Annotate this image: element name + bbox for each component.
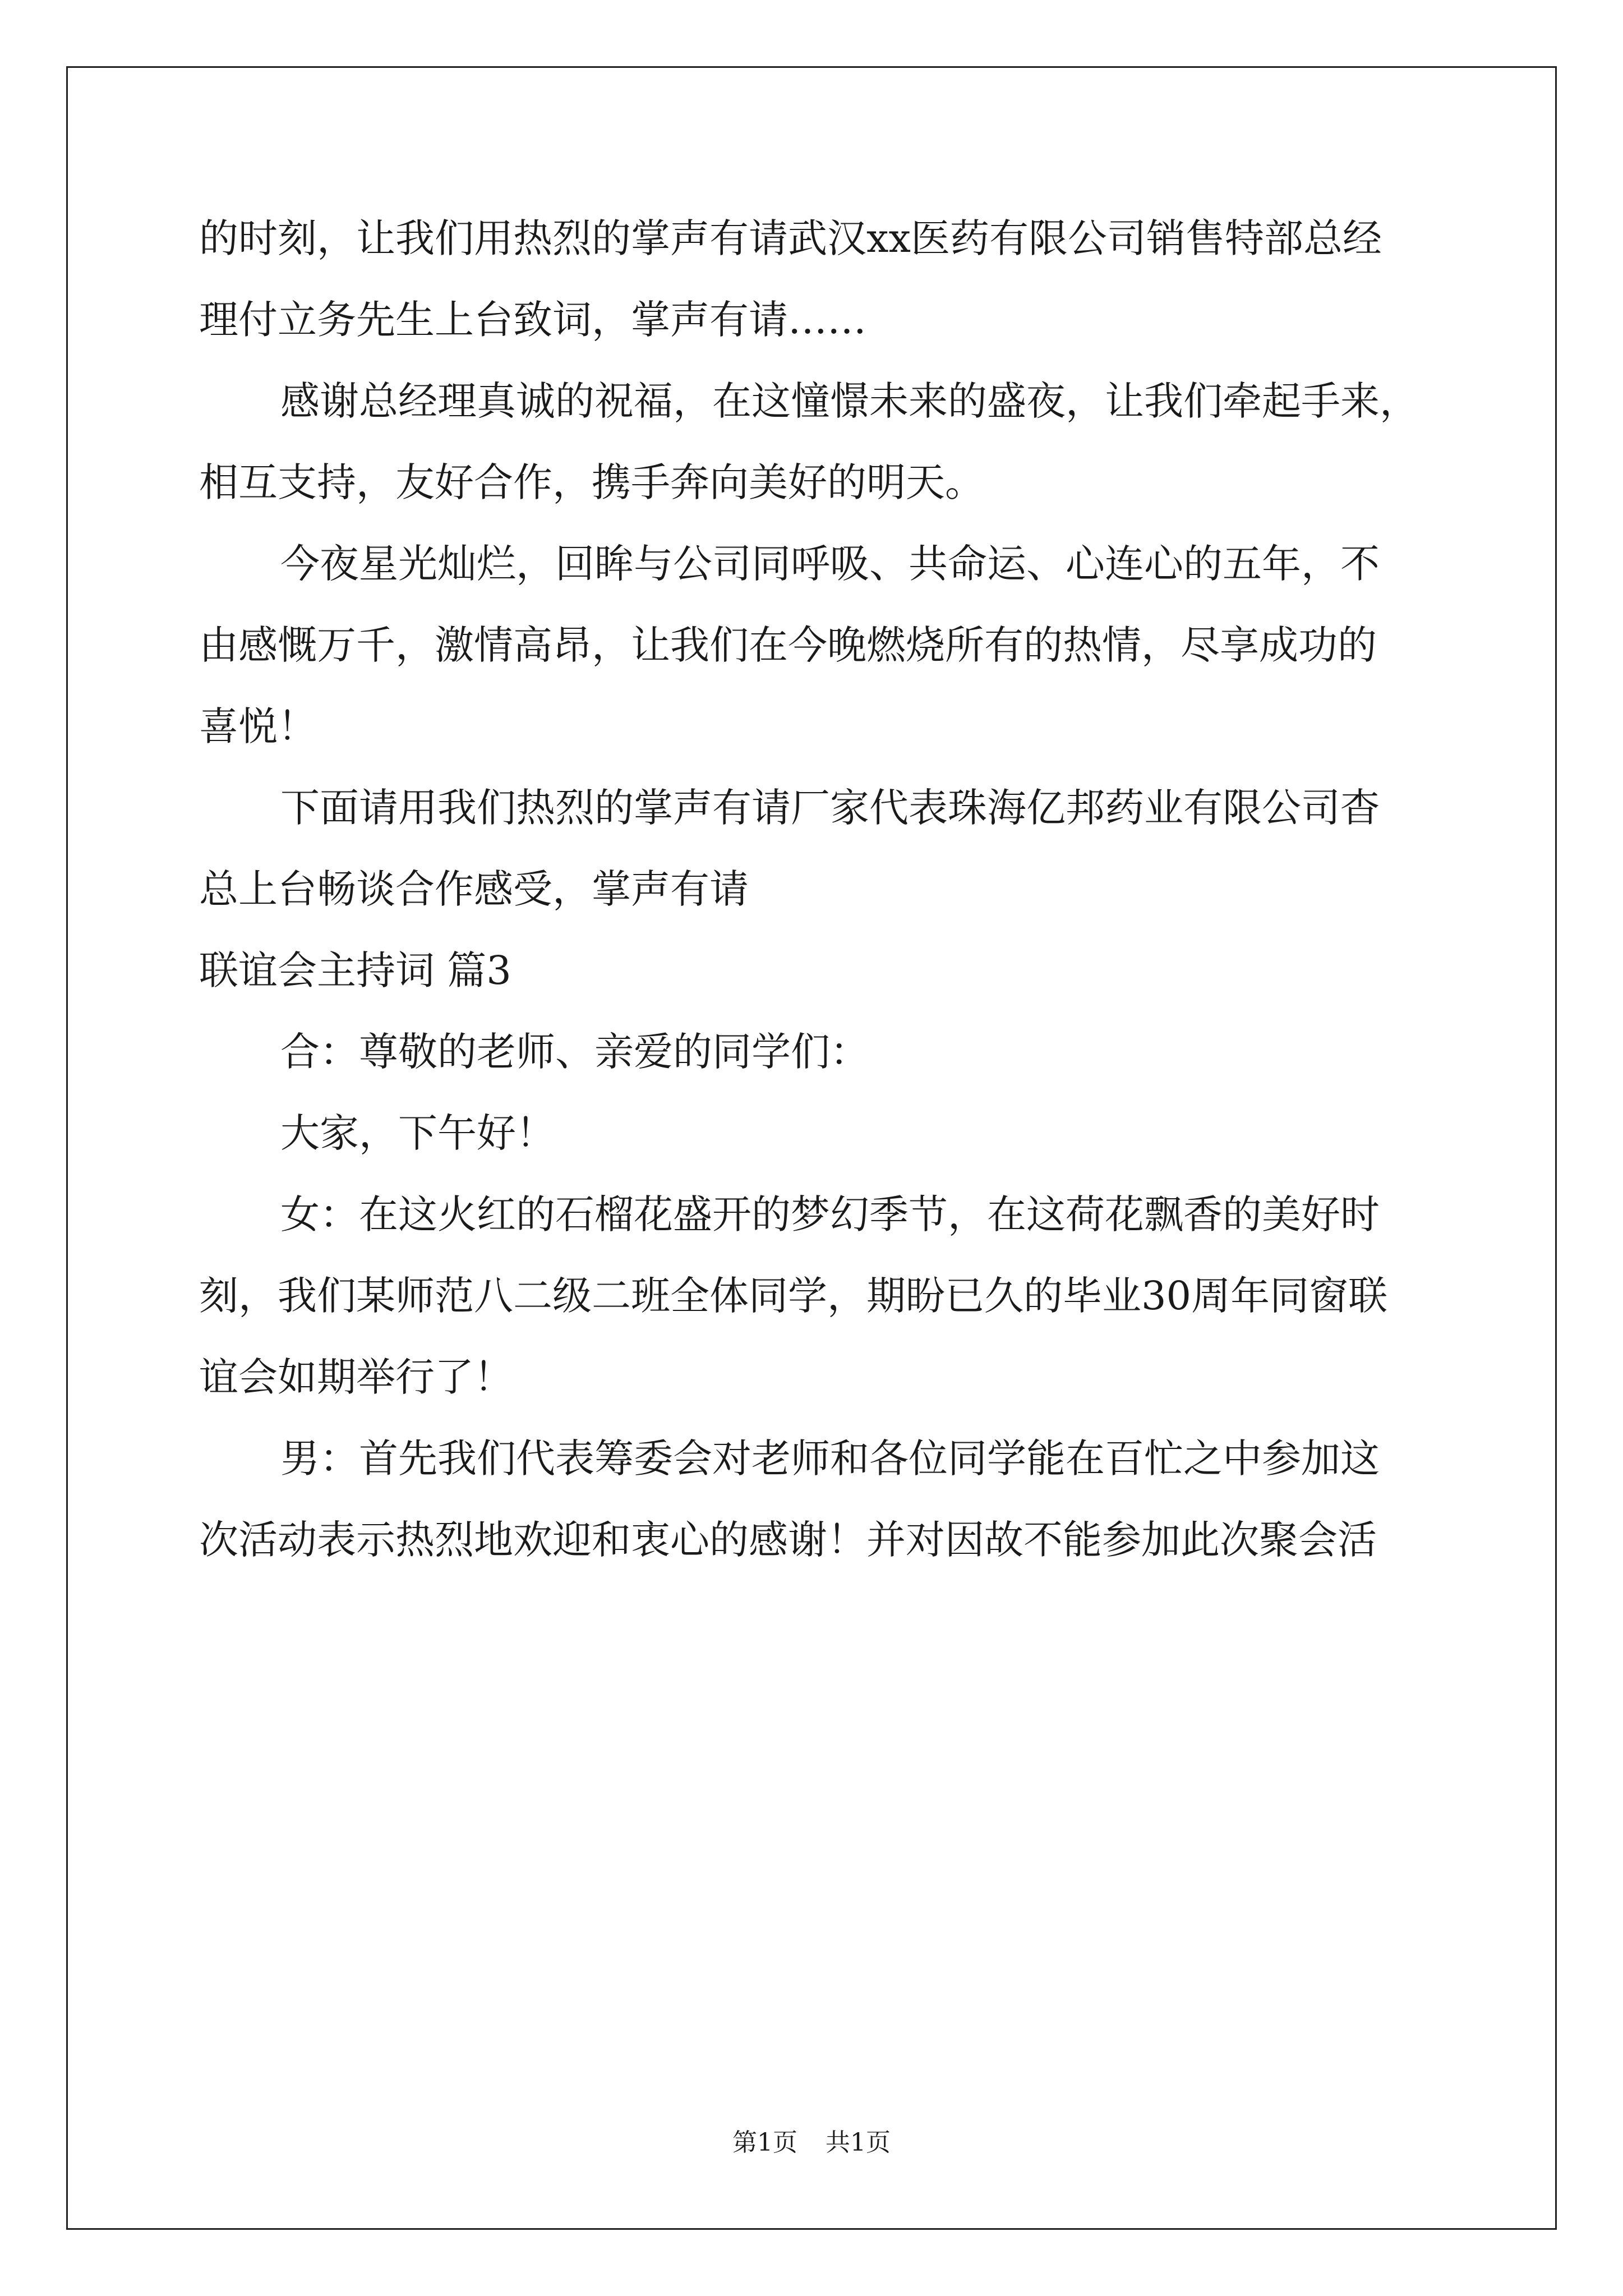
- paragraph-start-line: 女：在这火红的石榴花盛开的梦幻季节，在这荷花飘香的美好时: [280, 1191, 1380, 1237]
- paragraph-start-line: 今夜星光灿烂，回眸与公司同呼吸、共命运、心连心的五年，不: [280, 541, 1380, 587]
- page-footer: [0, 2126, 1623, 2160]
- page-number: 第1页: [732, 2128, 797, 2157]
- text-line: 理付立务先生上台致词，掌声有请……: [199, 297, 866, 343]
- section-heading: 联谊会主持词 篇3: [199, 947, 511, 993]
- paragraph-start-line: 感谢总经理真诚的祝福，在这憧憬未来的盛夜，让我们牵起手来，: [280, 378, 1419, 424]
- text-line: 喜悦！: [199, 703, 317, 749]
- text-line: 谊会如期举行了！: [199, 1354, 513, 1400]
- paragraph-start-line: 下面请用我们热烈的掌声有请厂家代表珠海亿邦药业有限公司杳: [280, 785, 1380, 831]
- paragraph-start-line: 大家，下午好！: [280, 1110, 555, 1156]
- text-line: 相互支持，友好合作，携手奔向美好的明天。: [199, 459, 984, 505]
- text-line: 次活动表示热烈地欢迎和衷心的感谢！并对因故不能参加此次聚会活: [199, 1517, 1377, 1563]
- page-total: 共1页: [826, 2128, 891, 2157]
- text-line: 的时刻，让我们用热烈的掌声有请武汉xx医药有限公司销售特部总经: [199, 215, 1382, 261]
- text-line: 由感慨万千，激情高昂，让我们在今晚燃烧所有的热情，尽享成功的: [199, 622, 1377, 668]
- paragraph-start-line: 男：首先我们代表筹委会对老师和各位同学能在百忙之中参加这: [280, 1435, 1380, 1481]
- text-line: 总上台畅谈合作感受，掌声有请: [199, 866, 749, 912]
- text-line: 刻，我们某师范八二级二班全体同学，期盼已久的毕业30周年同窗联: [199, 1273, 1388, 1319]
- paragraph-start-line: 合：尊敬的老师、亲爱的同学们：: [280, 1029, 869, 1075]
